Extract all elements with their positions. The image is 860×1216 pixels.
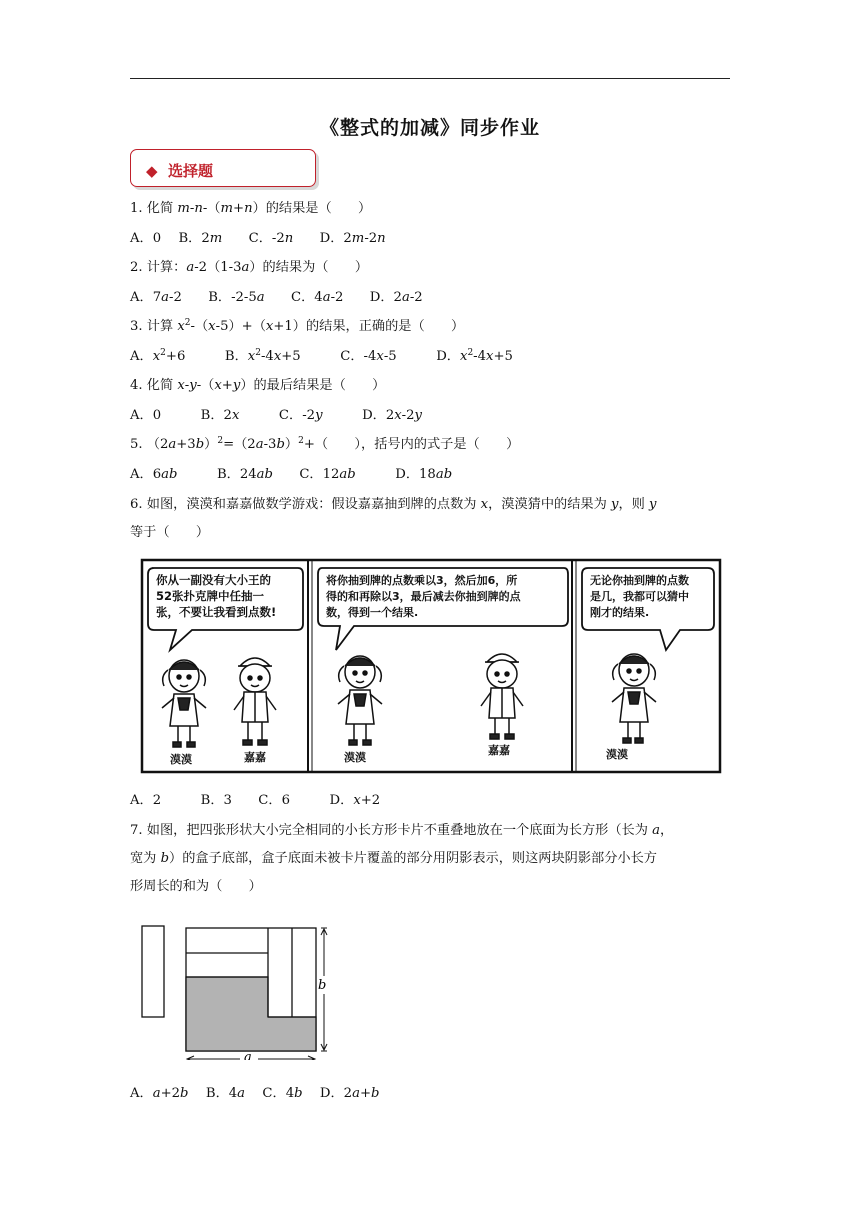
bubble1-line3: 张，不要让我看到点数! (156, 605, 277, 619)
q5-options: A．6ab B．24ab C．12ab D．18ab (130, 467, 453, 482)
name-jiajia-1: 嘉嘉 (244, 751, 266, 764)
bubble3-line2: 是几，我都可以猜中 (590, 590, 689, 603)
bubble2-line3: 数，得到一个结果. (326, 606, 419, 619)
page-title: 《整式的加减》同步作业 (319, 117, 540, 139)
q1-stem: 1. 化简 m-n-（m+n）的结果是（ ） (130, 201, 372, 216)
name-jiajia-2: 嘉嘉 (488, 744, 510, 757)
diamond-icon: ◆ (146, 162, 158, 180)
single-card (142, 926, 164, 1017)
q1-options: A．0 B．2m C．-2n D．2m-2n (130, 231, 386, 246)
bubble3-line1: 无论你抽到牌的点数 (590, 574, 689, 587)
q5-stem: 5. $(2a+3b)^2=(2a-3b)^2+$（ ），括号内的式子是（ ） (130, 436, 520, 452)
q4-stem: 4. 化简 x-y-（x+y）的最后结果是（ ） (130, 378, 386, 393)
bubble2-line1: 将你抽到牌的点数乘以3，然后加6，所 (326, 574, 518, 587)
q4-options: A．0 B．2x C．-2y D．2x-2y (130, 408, 422, 423)
name-momo-3: 漠漠 (606, 748, 628, 761)
section-title: 选择题 (168, 162, 214, 180)
header-rule (130, 78, 730, 79)
q2-stem: 2. 计算：a-2（1-3a）的结果为（ ） (130, 260, 369, 275)
label-b: b (318, 978, 327, 993)
bubble2-line2: 得的和再除以3，最后减去你抽到牌的点 (326, 590, 521, 603)
q7-stem-2: 宽为 b）的盒子底部，盒子底面未被卡片覆盖的部分用阴影表示，则这两块阴影部分小长方 (130, 851, 657, 866)
bubble1-line1: 你从一副没有大小王的 (156, 573, 271, 587)
bubble3-line3: 刚才的结果. (590, 606, 650, 619)
section-label (146, 160, 213, 181)
q2-options: A．7a-2 B．-2-5a C．4a-2 D．2a-2 (130, 290, 423, 305)
q3-options: A．$x^2+6$ B．$x^2-4x+5$ C．-4x-5 D．$x^2-4x+5$ (130, 348, 513, 364)
comic-figure (140, 558, 722, 774)
label-a: a (244, 1050, 252, 1060)
name-momo-1: 漠漠 (170, 753, 192, 766)
bubble1-line2: 52张扑克牌中任抽一 (156, 589, 265, 603)
q6-options: A．2 B．3 C．6 D．x+2 (130, 793, 381, 808)
q6-stem-1: 6. 如图，漠漠和嘉嘉做数学游戏：假设嘉嘉抽到牌的点数为 x，漠漠猜中的结果为 y，则 y (130, 497, 657, 512)
q3-stem: 3. 计算 $x^2-(x-5)+(x+1)$的结果，正确的是（ ） (130, 318, 465, 334)
name-momo-2: 漠漠 (344, 751, 366, 764)
q7-options: A．a+2b B．4a C．4b D．2a+b (130, 1086, 380, 1101)
rectangle-cards-figure (136, 920, 336, 1060)
q7-stem-1: 7. 如图，把四张形状大小完全相同的小长方形卡片不重叠地放在一个底面为长方形（长为 a， (130, 823, 674, 838)
q7-stem-3: 形周长的和为（ ） (130, 879, 262, 894)
q6-stem-2: 等于（ ） (130, 525, 210, 540)
